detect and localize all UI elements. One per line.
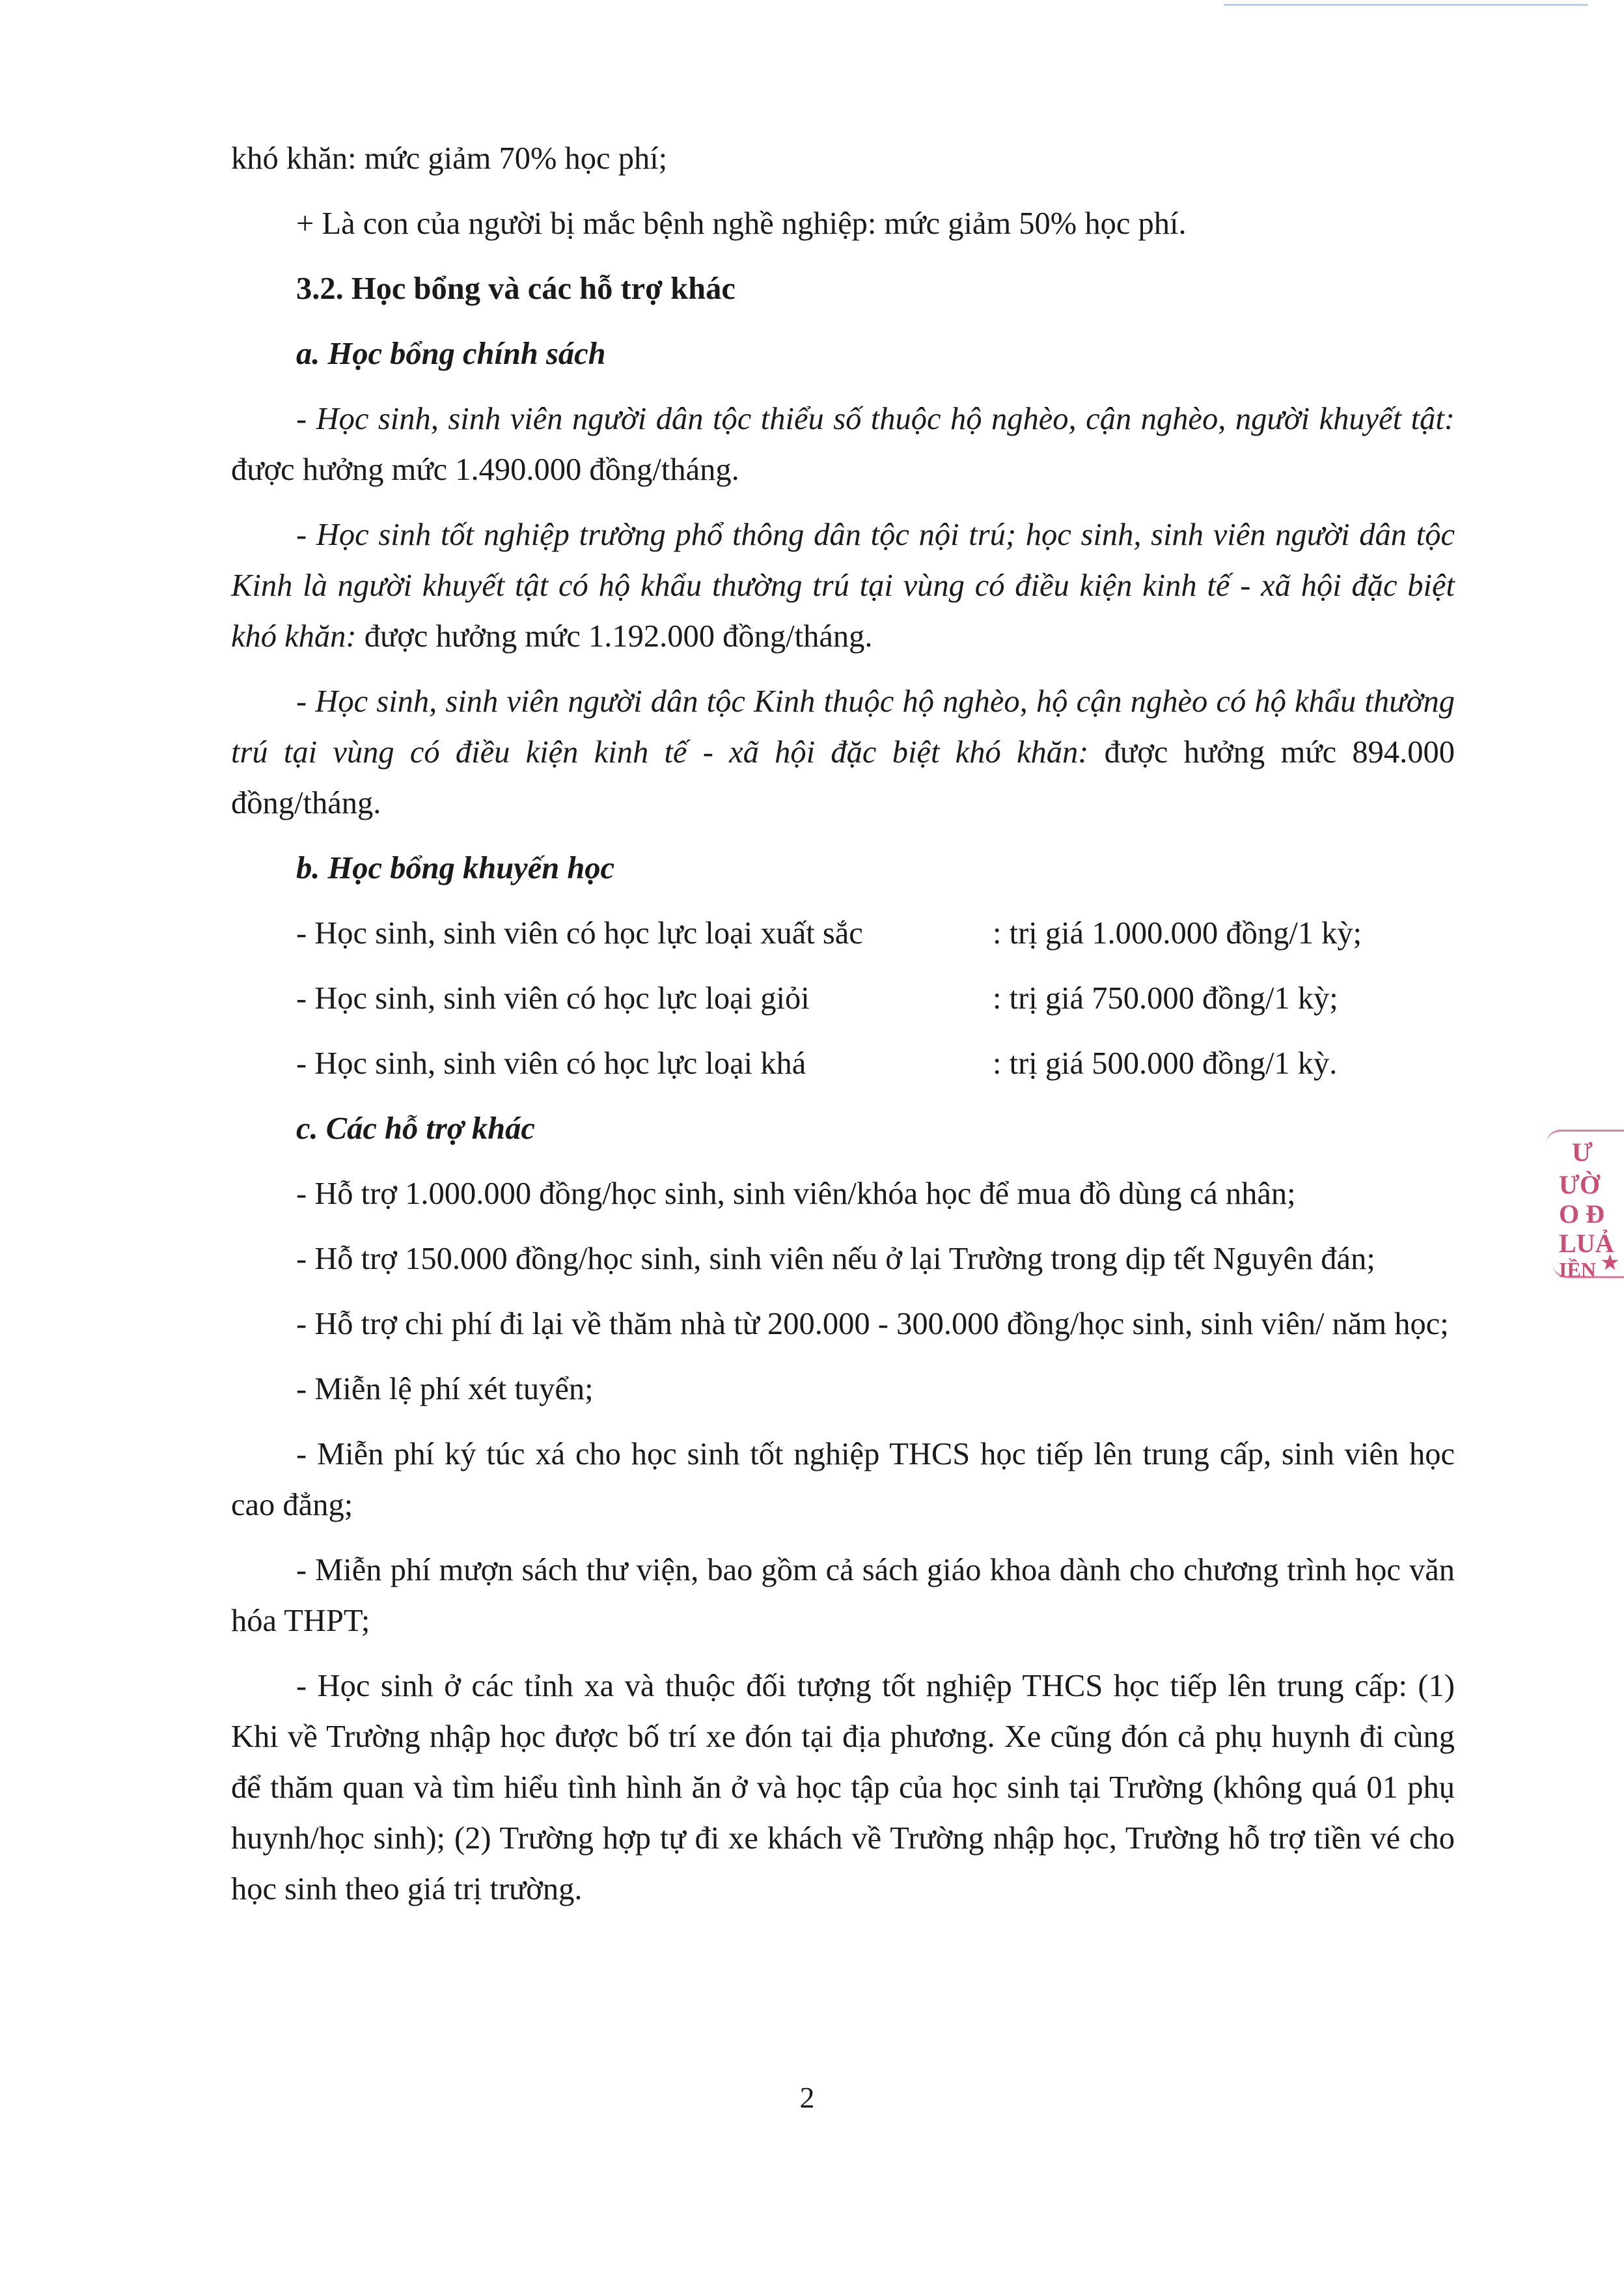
scholarship-label: - Học sinh, sinh viên có học lực loại khá bbox=[296, 1046, 806, 1081]
paragraph-continued: khó khăn: mức giảm 70% học phí; bbox=[231, 141, 668, 176]
document-page bbox=[231, 133, 1455, 1915]
policy-item-2-amount: được hưởng mức 1.192.000 đồng/tháng. bbox=[356, 619, 873, 654]
support-item-dormitory: - Miễn phí ký túc xá cho học sinh tốt nghiệp THCS học tiếp lên trung cấp, sinh viên học cao đẳng; bbox=[231, 1437, 1455, 1522]
policy-item-3 bbox=[231, 676, 1455, 829]
policy-item-2 bbox=[231, 510, 1455, 662]
star-icon: ★ bbox=[1601, 1252, 1619, 1274]
scholarship-label: - Học sinh, sinh viên có học lực loại xuất sắc bbox=[296, 916, 863, 951]
support-item-tet: - Hỗ trợ 150.000 đồng/học sinh, sinh viên nếu ở lại Trường trong dịp tết Nguyên đán; bbox=[296, 1242, 1375, 1276]
policy-item-2-condition: - Học sinh tốt nghiệp trường phổ thông dân tộc nội trú; học sinh, sinh viên người dân tộc Kinh là người khuyết tật có hộ khẩu thường trú tại vùng có điều kiện kinh tế - xã hội đặc biệt khó khăn: bbox=[231, 518, 1455, 654]
scholarship-value: : trị giá 500.000 đồng/1 kỳ. bbox=[993, 1046, 1338, 1081]
policy-item-3-amount: được hưởng mức 894.000 đồng/tháng. bbox=[231, 735, 1455, 820]
policy-item-1 bbox=[231, 394, 1455, 495]
stamp-text: Ư bbox=[1572, 1137, 1593, 1167]
scan-edge-line bbox=[1224, 4, 1588, 6]
stamp-ring-bottom bbox=[1552, 1263, 1624, 1278]
page-number: 2 bbox=[799, 2081, 815, 2114]
scholarship-row bbox=[231, 1038, 1455, 1089]
subheading-encouragement-scholarship: b. Học bổng khuyến học bbox=[296, 851, 615, 885]
stamp-text: ƯỜ bbox=[1559, 1170, 1600, 1199]
scholarship-label: - Học sinh, sinh viên có học lực loại giỏi bbox=[296, 981, 810, 1016]
section-heading-3-2: 3.2. Học bổng và các hỗ trợ khác bbox=[296, 272, 736, 306]
policy-item-3-condition: - Học sinh, sinh viên người dân tộc Kinh thuộc hộ nghèo, hộ cận nghèo có hộ khẩu thường trú tại vùng có điều kiện kinh tế - xã hội đặc biệt khó khăn: bbox=[231, 684, 1455, 770]
support-item-library: - Miễn phí mượn sách thư viện, bao gồm cả sách giáo khoa dành cho chương trình học văn hóa THPT; bbox=[231, 1553, 1455, 1638]
stamp-text: O Đ bbox=[1559, 1199, 1604, 1229]
scholarship-value: : trị giá 1.000.000 đồng/1 kỳ; bbox=[993, 916, 1362, 951]
policy-item-1-condition: - Học sinh, sinh viên người dân tộc thiểu số thuộc hộ nghèo, cận nghèo, người khuyết tật: bbox=[296, 402, 1455, 436]
red-seal-stamp bbox=[1546, 1130, 1619, 1281]
scholarship-row bbox=[231, 973, 1455, 1024]
scholarship-row bbox=[231, 908, 1455, 959]
support-item-travel: - Hỗ trợ chi phí đi lại về thăm nhà từ 200.000 - 300.000 đồng/học sinh, sinh viên/ năm học; bbox=[296, 1307, 1449, 1341]
scholarship-value: : trị giá 750.000 đồng/1 kỳ; bbox=[993, 981, 1338, 1016]
stamp-text: LUẢ bbox=[1559, 1229, 1614, 1258]
subheading-policy-scholarship: a. Học bổng chính sách bbox=[296, 337, 606, 371]
paragraph-occupational-disease: + Là con của người bị mắc bệnh nghề nghiệp: mức giảm 50% học phí. bbox=[296, 206, 1187, 241]
support-item-supplies: - Hỗ trợ 1.000.000 đồng/học sinh, sinh viên/khóa học để mua đồ dùng cá nhân; bbox=[296, 1177, 1296, 1211]
stamp-text: IỀN bbox=[1559, 1258, 1596, 1281]
subheading-other-support: c. Các hỗ trợ khác bbox=[296, 1111, 535, 1146]
support-item-transport: - Học sinh ở các tỉnh xa và thuộc đối tượng tốt nghiệp THCS học tiếp lên trung cấp: (1) Khi về Trường nhập học được bố trí xe đón tại địa phương. Xe cũng đón cả phụ huynh đi cùng để thăm quan và tìm hiểu tình hình ăn ở và học tập của học sinh tại Trường (không quá 01 phụ huynh/học sinh); (2) Trường hợp tự đi xe khách về Trường nhập học, Trường hỗ trợ tiền vé cho học sinh theo giá trị trường. bbox=[231, 1669, 1455, 1906]
policy-item-1-amount: được hưởng mức 1.490.000 đồng/tháng. bbox=[231, 453, 739, 487]
support-item-admission-fee: - Miễn lệ phí xét tuyển; bbox=[296, 1372, 594, 1406]
